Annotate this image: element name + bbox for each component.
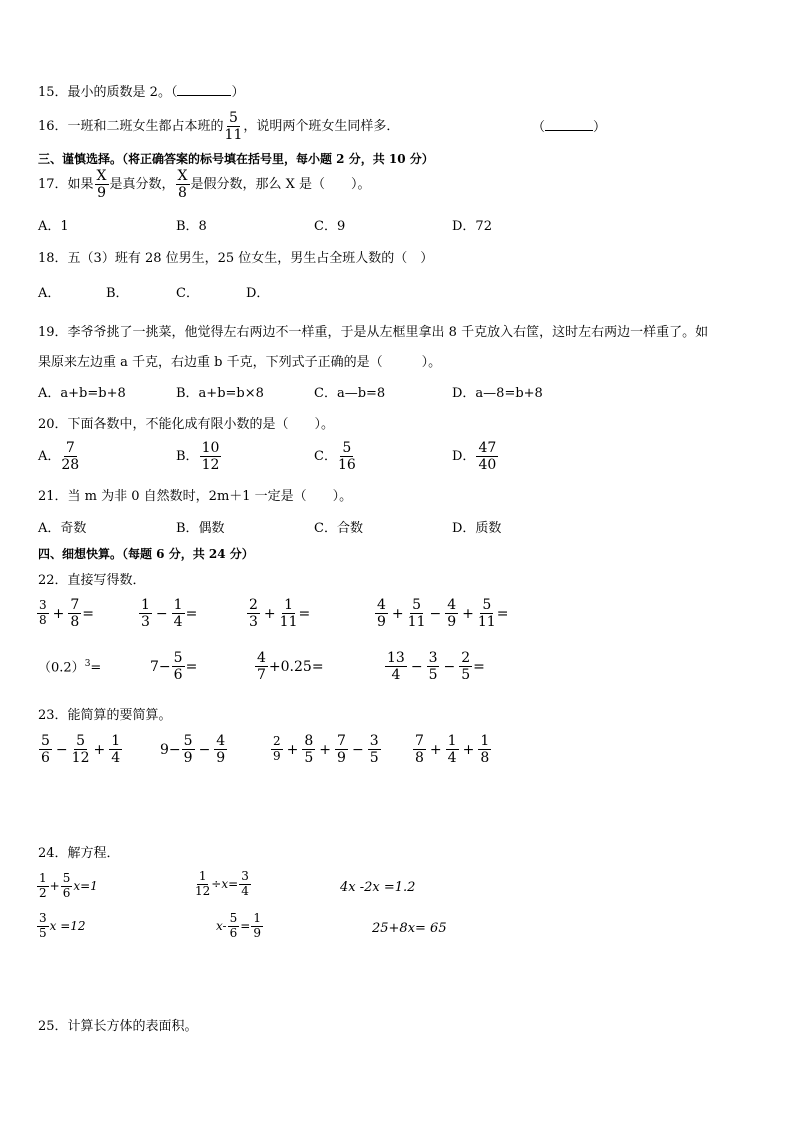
q22-expr-2: 1 3 − $\frac{1}{4}$ =: [141, 597, 198, 631]
q21-option-c[interactable]: C．合数: [314, 521, 363, 536]
q15: 15．最小的质数是 2。（ ）: [38, 85, 245, 100]
q22-expr-5: $(0.2)^3=$: [38, 659, 102, 676]
q17-option-b[interactable]: B．8: [176, 219, 207, 234]
q18: 18．五（3）班有 28 位男生，25 位女生，男生占全班人数的（ ）: [38, 251, 434, 266]
q18-option-b[interactable]: B．: [106, 286, 129, 301]
q20-option-b[interactable]: B． 10 12: [176, 440, 220, 474]
q24-eq-4: 3 5 x =12: [39, 911, 86, 940]
q21-option-d[interactable]: D．质数: [452, 521, 502, 536]
q22-expr-1: 3 8 + $\frac{7}{8}$ =: [39, 597, 95, 631]
q22-expr-3: 2 3 + $\frac{1}{11}$ =: [249, 597, 311, 631]
q16-answer: （ ）: [532, 120, 607, 135]
q24-title: 24．解方程．: [38, 846, 120, 861]
q21: 21．当 m 为非 0 自然数时，2m＋1 一定是（ ）。: [38, 489, 353, 504]
answer-blank[interactable]: [545, 130, 593, 131]
q19-option-c[interactable]: C．a—b=8: [314, 386, 386, 401]
fraction: 10 12: [201, 440, 220, 474]
q23-expr-4: 7 8 + $\frac{1}{4}$ + $\frac{1}{8}$: [415, 733, 490, 767]
q24-eq-3: 4x -2x =1.2: [340, 880, 416, 895]
fraction: 47 40: [478, 440, 497, 474]
fraction: 7 28: [61, 440, 80, 474]
q20-option-a[interactable]: A． 7 28: [38, 440, 80, 474]
q18-option-c[interactable]: C．: [176, 286, 199, 301]
q19-option-a[interactable]: A．a+b=b+8: [38, 386, 126, 401]
q22-expr-7: 4 7 +0.25=: [257, 650, 324, 684]
fraction: 5 16: [337, 440, 356, 474]
q19-line2: 果原来左边重 a 千克，右边重 b 千克，下列式子正确的是（ ）。: [38, 355, 442, 370]
q17-option-c[interactable]: C．9: [314, 219, 346, 234]
q25-title: 25．计算长方体的表面积。: [38, 1019, 198, 1034]
q23-expr-2: 9− $\frac{5}{9}$ − $\frac{4}{9}$: [160, 733, 226, 767]
q23-expr-3: 2 9 + $\frac{8}{5}$ + $\frac{7}{9}$ − $\frac{3}{5}$: [273, 733, 379, 767]
section-4-heading: 四、细想快算。（每题 6 分，共 24 分）: [38, 547, 254, 561]
q19-option-d[interactable]: D．a—8=b+8: [452, 386, 543, 401]
q17-option-a[interactable]: A．1: [38, 219, 69, 234]
q17-option-d[interactable]: D．72: [452, 219, 492, 234]
q15-text: 15．最小的质数是 2。（: [38, 85, 178, 100]
q21-option-b[interactable]: B．偶数: [176, 521, 225, 536]
q19-option-b[interactable]: B．a+b=b×8: [176, 386, 264, 401]
q20-option-d[interactable]: D． 47 40: [452, 440, 497, 474]
q17: 17．如果 X 9 是真分数， X 8 是假分数，那么 X 是（ ）。: [38, 168, 371, 202]
fraction: 5 11: [224, 110, 243, 144]
q22-expr-4: 4 9 + $\frac{5}{11}$ − $\frac{4}{9}$ + $\frac{5}{11}$ =: [377, 597, 509, 631]
q20-option-c[interactable]: C． 5 16: [314, 440, 356, 474]
q24-eq-5: x- $\frac{5}{6}$ = $\frac{1}{9}$: [216, 911, 261, 940]
answer-blank[interactable]: [177, 95, 231, 96]
section-3-heading: 三、谨慎选择。（将正确答案的标号填在括号里，每小题 2 分，共 10 分）: [38, 152, 434, 166]
fraction: X 9: [96, 168, 107, 202]
q18-option-a[interactable]: A．: [38, 286, 61, 301]
q22-expr-8: 13 4 − $\frac{3}{5}$ − $\frac{2}{5}$ =: [387, 650, 485, 684]
fraction: X 8: [177, 168, 188, 202]
q20: 20．下面各数中，不能化成有限小数的是（ ）。: [38, 417, 335, 432]
q23-expr-1: 5 6 − $\frac{5}{12}$ + $\frac{1}{4}$: [41, 733, 121, 767]
q22-title: 22．直接写得数．: [38, 573, 146, 588]
q23-title: 23．能简算的要简算。: [38, 708, 172, 723]
q24-eq-1: 1 2 + $\frac{5}{6}$ x=1: [39, 871, 98, 900]
q21-option-a[interactable]: A．奇数: [38, 521, 87, 536]
q18-option-d[interactable]: D．: [246, 286, 270, 301]
q24-eq-2: $\frac{1}{12}$ ÷ x = $\frac{3}{4}$: [195, 869, 249, 898]
q24-eq-6: 25+8x= 65: [372, 921, 447, 936]
q22-expr-6: 7− $\frac{5}{6}$ =: [150, 650, 198, 684]
q16: 16．一班和二班女生都占本班的 5 11 ，说明两个班女生同样多．: [38, 110, 400, 144]
q19-line1: 19．李爷爷挑了一挑菜，他觉得左右两边不一样重，于是从左框里拿出 8 千克放入右筐，这时左右两边一样重了。如: [38, 325, 709, 340]
